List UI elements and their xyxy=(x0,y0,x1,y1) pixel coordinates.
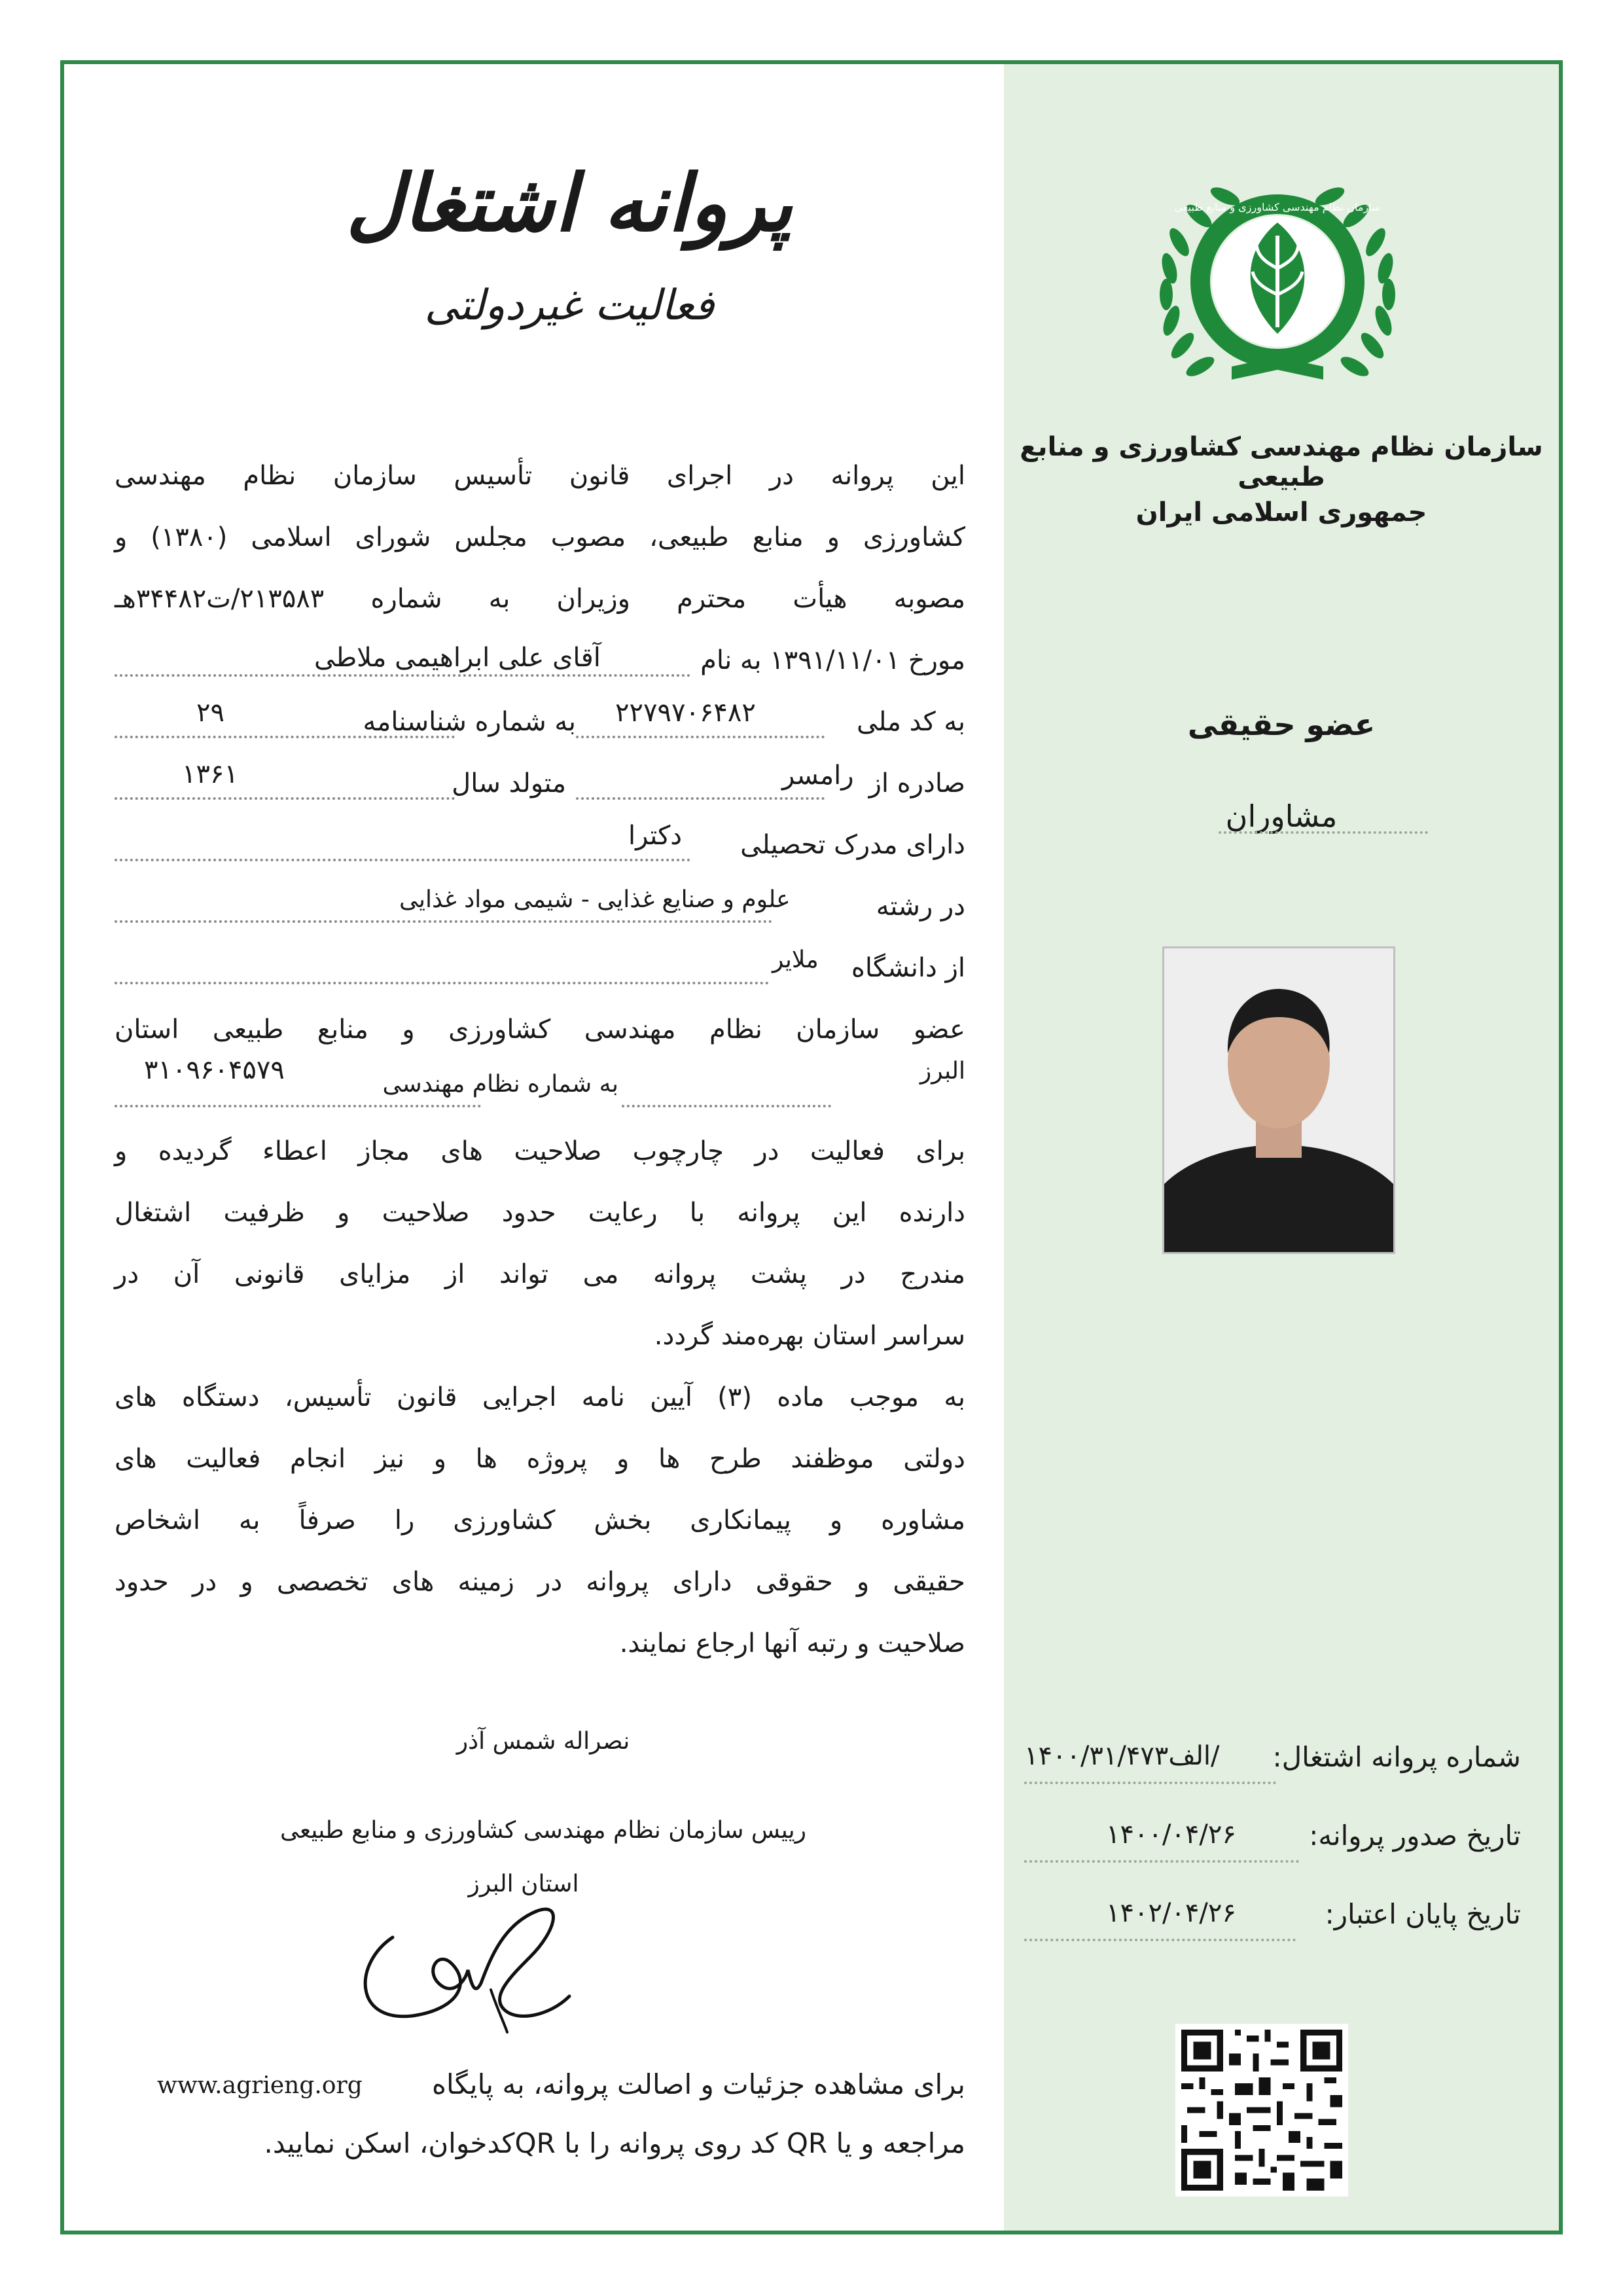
date-label: مورخ ۱۳۹۱/۱۱/۰۱ به نام xyxy=(700,645,965,675)
degree-label: دارای مدرک تحصیلی xyxy=(740,830,965,860)
membership-type: عضو حقیقی xyxy=(1187,707,1376,742)
field-of-study: علوم و صنایع غذایی - شیمی مواد غذایی xyxy=(399,886,791,913)
body-para2-line2: دولتی موظفند طرح ها و پروژه ها و نیز انجام فعالیت های xyxy=(115,1444,965,1474)
holder-name: آقای علی ابراهیمی ملاطی xyxy=(314,643,601,673)
national-code: ۲۲۷۹۷۰۶۴۸۲ xyxy=(615,698,756,728)
activity-type: مشاوران xyxy=(1225,798,1338,834)
certificate-title: پروانه اشتغال xyxy=(346,157,793,249)
issue-date-label: تاریخ صدور پروانه: xyxy=(1309,1820,1521,1852)
issued-from-label: صادره از xyxy=(868,768,965,798)
signature-image xyxy=(340,1885,576,2036)
eng-number-label: به شماره نظام مهندسی xyxy=(382,1071,618,1098)
body-para2-line3: مشاوره و پیمانکاری بخش کشاورزی را صرفاً به اشخاص xyxy=(115,1505,965,1535)
province: البرز xyxy=(919,1058,965,1085)
signatory-province: استان البرز xyxy=(468,1871,579,1897)
id-number-label: به شماره شناسنامه xyxy=(363,707,576,737)
footer-website[interactable]: www.agrieng.org xyxy=(157,2072,363,2099)
footer-line-1: برای مشاهده جزئیات و اصالت پروانه، به پایگاه xyxy=(431,2068,965,2100)
expiry-date: ۱۴۰۲/۰۴/۲۶ xyxy=(1106,1898,1236,1928)
body-para2-line5: صلاحیت و رتبه آنها ارجاع نمایند. xyxy=(619,1628,965,1659)
issued-from: رامسر xyxy=(782,761,854,791)
field-label: در رشته xyxy=(876,891,965,922)
eng-number: ۳۱۰۹۶۰۴۵۷۹ xyxy=(144,1055,285,1085)
body-para2-line1: به موجب ماده (۳) آیین نامه اجرایی قانون تأسیس، دستگاه های xyxy=(115,1382,966,1412)
id-number: ۲۹ xyxy=(196,698,224,728)
body-para1-line4: سراسر استان بهره‌مند گردد. xyxy=(654,1321,965,1351)
intro-line-3: مصوبه هیأت محترم وزیران به شماره ۲۱۳۵۸۳/ت۳۴۴۸۲هـ xyxy=(115,584,965,614)
sidebar-country: جمهوری اسلامی ایران xyxy=(1135,497,1427,528)
body-para1-line2: دارنده این پروانه با رعایت حدود صلاحیت و ظرفیت اشتغال xyxy=(115,1198,965,1228)
body-para2-line4: حقیقی و حقوقی دارای پروانه در زمینه های تخصصی و در حدود xyxy=(115,1567,965,1597)
sidebar-org-name: سازمان نظام مهندسی کشاورزی و منابع طبیعی xyxy=(1020,432,1543,492)
body-para1-line3: مندرج در پشت پروانه می تواند از مزایای قانونی آن در xyxy=(115,1259,965,1289)
degree: دکترا xyxy=(628,821,683,851)
license-number: /الف۱۴۰۰/۳۱/۴۷۳ xyxy=(1024,1741,1220,1771)
logo-ring-text: سازمان نظام مهندسی کشاورزی و منابع طبیعی xyxy=(1174,201,1381,213)
organization-logo xyxy=(1153,170,1402,406)
expiry-date-label: تاریخ پایان اعتبار: xyxy=(1325,1898,1521,1930)
birth-year: ۱۳۶۱ xyxy=(182,759,238,789)
intro-line-1: این پروانه در اجرای قانون تأسیس سازمان نظام مهندسی xyxy=(115,461,965,491)
qr-code-icon xyxy=(1175,2024,1348,2197)
national-code-label: به کد ملی xyxy=(856,707,965,737)
person-photo-icon xyxy=(1164,948,1393,1252)
signatory-name: نصراله شمس آذر xyxy=(456,1728,630,1755)
issue-date: ۱۴۰۰/۰۴/۲۶ xyxy=(1106,1820,1236,1850)
signatory-position: رییس سازمان نظام مهندسی کشاورزی و منابع طبیعی xyxy=(279,1817,807,1844)
university-label: از دانشگاه xyxy=(851,953,965,983)
qr-code[interactable] xyxy=(1175,2024,1348,2197)
university: ملایر xyxy=(772,946,819,973)
birth-year-label: متولد سال xyxy=(452,768,566,798)
footer-line-2: مراجعه و یا QR کد روی پروانه را با QRکدخوان، اسکن نمایید. xyxy=(264,2127,965,2159)
intro-line-2: کشاورزی و منابع طبیعی، مصوب مجلس شورای اسلامی (۱۳۸۰) و xyxy=(115,522,966,552)
certificate-subtitle: فعالیت غیردولتی xyxy=(424,281,715,330)
member-line: عضو سازمان نظام مهندسی کشاورزی و منابع طبیعی استان xyxy=(115,1014,965,1045)
license-number-label: شماره پروانه اشتغال: xyxy=(1272,1741,1521,1773)
holder-photo xyxy=(1162,946,1395,1254)
body-para1-line1: برای فعالیت در چارچوب صلاحیت های مجاز اعطاء گردیده و xyxy=(115,1136,965,1166)
